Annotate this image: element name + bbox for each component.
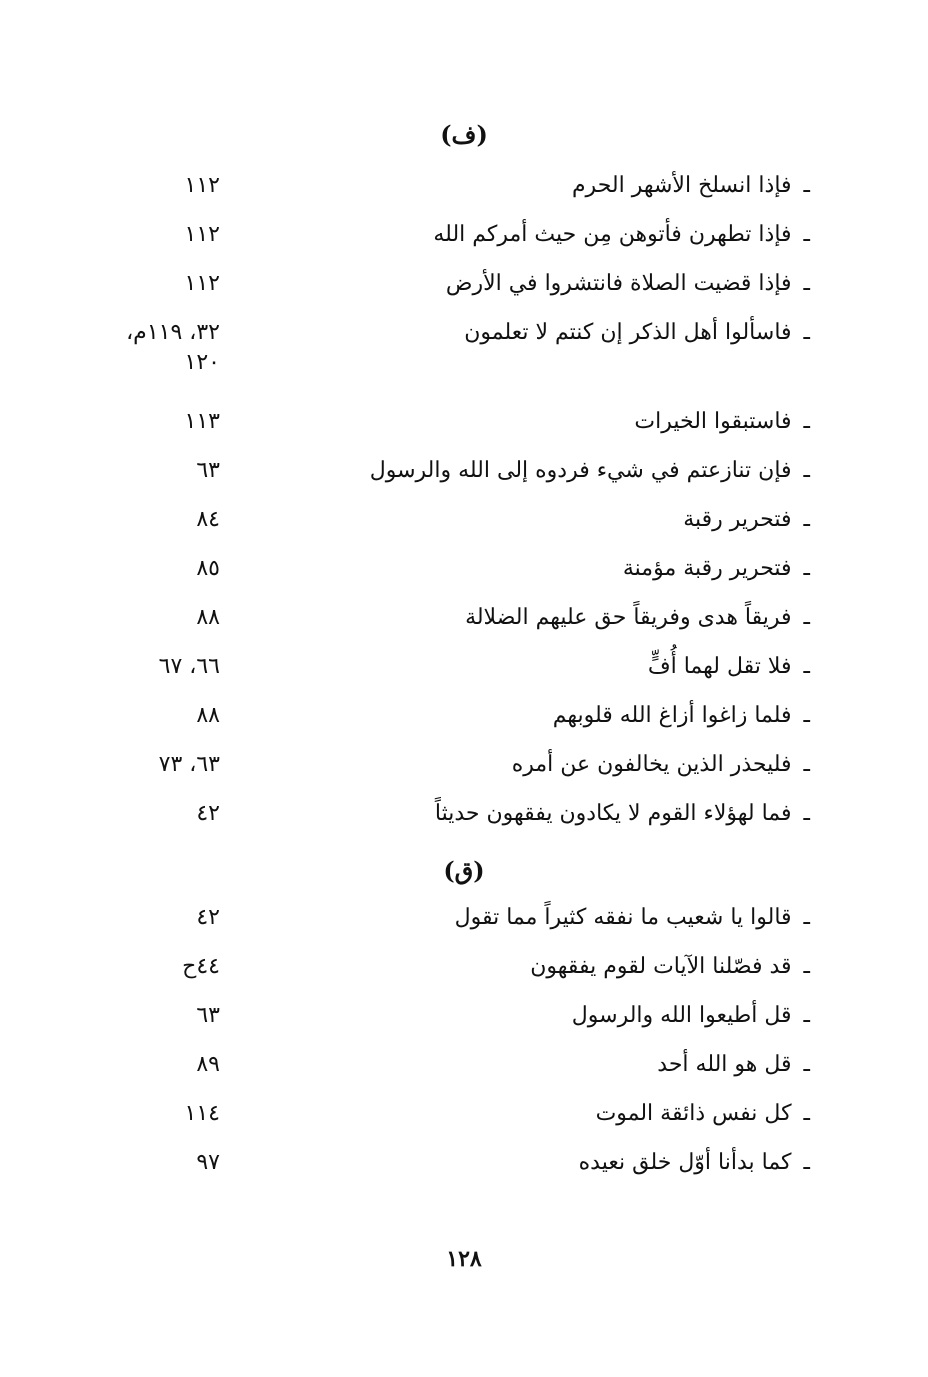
page-reference: ٤٢ [196, 905, 220, 930]
page-reference-continued: ١٢٠ [184, 350, 220, 375]
entry-dash: ـ [803, 409, 810, 434]
entry-dash: ـ [803, 507, 810, 532]
entry-dash: ـ [803, 703, 810, 728]
page-reference: ٩٧ [196, 1150, 220, 1175]
index-entry [0, 1045, 928, 1085]
entry-dash: ـ [803, 801, 810, 826]
page-reference: ٦٣، ٧٣ [158, 752, 220, 777]
entry-dash: ـ [803, 752, 810, 777]
entry-dash: ـ [803, 1101, 810, 1126]
verse-text: ـفتحرير رقبة [683, 500, 810, 540]
entry-dash: ـ [803, 605, 810, 630]
verse-text: ـفاستبقوا الخيرات [634, 402, 810, 442]
page-reference: ١١٢ [184, 173, 220, 198]
index-entry [0, 996, 928, 1036]
page-reference: ٣٢، ١١٩م، [126, 320, 220, 345]
index-entry [0, 402, 928, 442]
page-reference: ٤٢ [196, 801, 220, 826]
index-entry [0, 500, 928, 540]
index-entry [0, 898, 928, 938]
verse-text: ـفلا تقل لهما أُفٍّ [648, 647, 810, 687]
verse-text: ـقد فصّلنا الآيات لقوم يفقهون [530, 947, 810, 987]
entry-dash: ـ [803, 954, 810, 979]
verse-text: ـقل أطيعوا الله والرسول [572, 996, 810, 1036]
entry-dash: ـ [803, 1150, 810, 1175]
verse-text: ـفإذا تطهرن فأتوهن مِن حيث أمركم الله [433, 215, 810, 255]
index-entry [0, 264, 928, 304]
page-reference: ٨٥ [196, 556, 220, 581]
verse-text: ـكما بدأنا أوّل خلق نعيده [579, 1143, 810, 1183]
verse-text: ـقل هو الله أحد [657, 1045, 810, 1085]
index-entry [0, 947, 928, 987]
page-reference: ٨٩ [196, 1052, 220, 1077]
page-reference: ٨٨ [196, 703, 220, 728]
index-entry [0, 598, 928, 638]
index-entry [0, 451, 928, 491]
verse-text: ـفريقاً هدى وفريقاً حق عليهم الضلالة [465, 598, 810, 638]
page-number: ١٢٨ [446, 1246, 482, 1272]
index-entry [0, 1143, 928, 1183]
page-reference: ٦٣ [196, 458, 220, 483]
index-entry [0, 313, 928, 388]
verse-text: ـفلما زاغوا أزاغ الله قلوبهم [553, 696, 810, 736]
entry-dash: ـ [803, 905, 810, 930]
index-entry [0, 745, 928, 785]
entry-dash: ـ [803, 271, 810, 296]
page-reference: ١١٤ [184, 1101, 220, 1126]
verse-text: ـفليحذر الذين يخالفون عن أمره [512, 745, 810, 785]
page-reference: ٦٦، ٦٧ [158, 654, 220, 679]
entry-dash: ـ [803, 222, 810, 247]
index-entry [0, 215, 928, 255]
verse-text: ـكل نفس ذائقة الموت [596, 1094, 810, 1134]
page-reference: ٦٣ [196, 1003, 220, 1028]
entry-dash: ـ [803, 173, 810, 198]
index-entry [0, 549, 928, 589]
page-reference: ٤٤ح [182, 954, 220, 979]
index-entry [0, 696, 928, 736]
index-entry [0, 166, 928, 206]
page-reference: ٨٤ [196, 507, 220, 532]
entry-dash: ـ [803, 1052, 810, 1077]
verse-text: ـقالوا يا شعيب ما نفقه كثيراً مما تقول [455, 898, 810, 938]
index-entry [0, 1094, 928, 1134]
verse-text: ـفإن تنازعتم في شيء فردوه إلى الله والرسول [370, 451, 810, 491]
verse-text: ـفتحرير رقبة مؤمنة [623, 549, 810, 589]
page-reference: ١١٢ [184, 271, 220, 296]
page-reference: ١١٣ [184, 409, 220, 434]
entry-dash: ـ [803, 458, 810, 483]
page-reference: ١١٢ [184, 222, 220, 247]
index-entry [0, 794, 928, 834]
verse-text: ـفما لهؤلاء القوم لا يكادون يفقهون حديثاً [435, 794, 810, 834]
section-heading-qaf: (ق) [443, 856, 485, 885]
section-heading-fa: (ف) [440, 120, 488, 149]
verse-text: ـفإذا قضيت الصلاة فانتشروا في الأرض [446, 264, 810, 304]
page-reference: ٨٨ [196, 605, 220, 630]
entry-dash: ـ [803, 556, 810, 581]
verse-text: ـفاسألوا أهل الذكر إن كنتم لا تعلمون [464, 313, 810, 353]
entry-dash: ـ [803, 1003, 810, 1028]
verse-text: ـفإذا انسلخ الأشهر الحرم [572, 166, 810, 206]
entry-dash: ـ [803, 320, 810, 345]
index-entry [0, 647, 928, 687]
entry-dash: ـ [803, 654, 810, 679]
